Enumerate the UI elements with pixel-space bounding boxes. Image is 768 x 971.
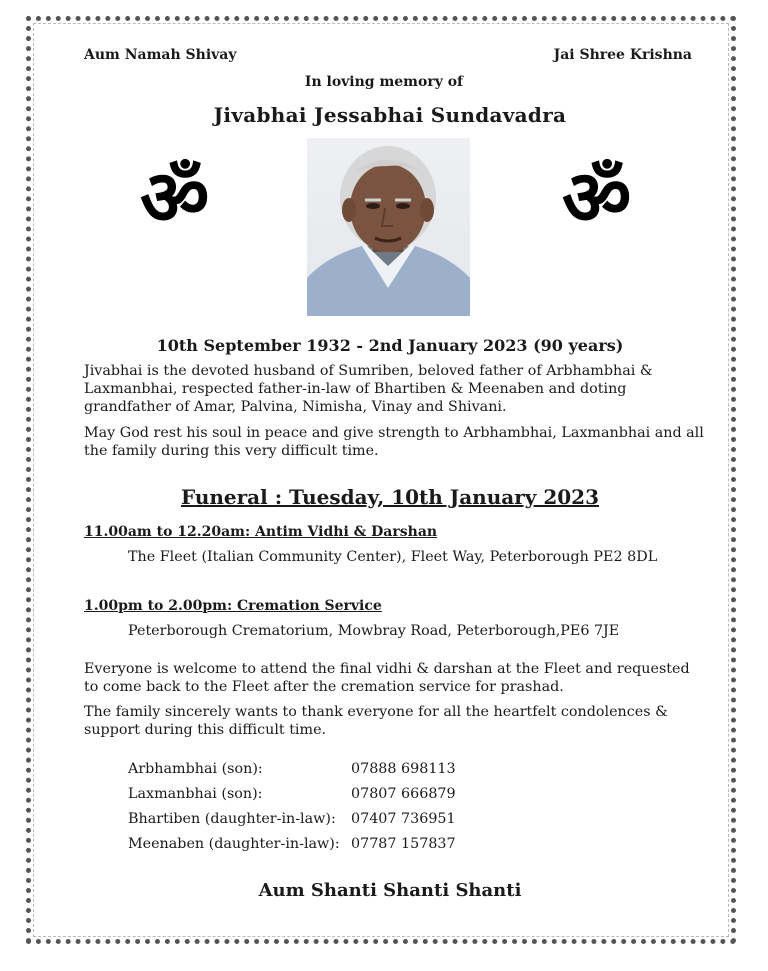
portrait-photo	[307, 138, 470, 316]
contact-phone: 07407 736951	[351, 810, 456, 827]
portrait-illustration	[307, 138, 470, 316]
contact-phone: 07888 698113	[351, 760, 456, 777]
header-right-greeting: Jai Shree Krishna	[553, 47, 692, 63]
contact-name: Arbhambhai (son):	[128, 760, 263, 777]
event-time: 1.00pm to 2.00pm: Cremation Service	[84, 598, 382, 614]
event-time: 11.00am to 12.20am: Antim Vidhi & Darshan	[84, 524, 438, 540]
welcome-paragraph: Everyone is welcome to attend the final vidhi & darshan at the Fleet and requested to come back to the Fleet after the cremation service for prashad.	[84, 661, 690, 695]
event-venue: The Fleet (Italian Community Center), Fleet Way, Peterborough PE2 8DL	[128, 549, 658, 565]
contact-phone: 07807 666879	[351, 785, 456, 802]
contact-name: Bhartiben (daughter-in-law):	[128, 810, 336, 827]
thanks-paragraph: The family sincerely wants to thank everyone for all the heartfelt condolences & support during this difficult time.	[84, 704, 668, 738]
contact-row	[128, 781, 456, 806]
om-icon: ॐ	[562, 153, 632, 242]
contact-name: Meenaben (daughter-in-law):	[128, 835, 340, 852]
header-left-greeting: Aum Namah Shivay	[84, 47, 237, 63]
om-icon: ॐ	[140, 153, 210, 242]
life-dates: 10th September 1932 - 2nd January 2023 (90 years)	[156, 336, 624, 355]
contact-row	[128, 806, 456, 831]
funeral-heading: Funeral : Tuesday, 10th January 2023	[180, 485, 600, 509]
contact-row	[128, 831, 456, 856]
memory-caption: In loving memory of	[304, 74, 464, 90]
deceased-name: Jivabhai Jessabhai Sundavadra	[213, 103, 567, 127]
contact-list	[128, 756, 456, 856]
family-paragraph: Jivabhai is the devoted husband of Sumriben, beloved father of Arbhambhai & Laxmanbhai, respected father-in-law of Bhartiben & Meenaben and doting grandfather of Amar, Palvina, Nimisha, Vinay and Shivani.	[84, 363, 653, 415]
prayer-paragraph: May God rest his soul in peace and give strength to Arbhambhai, Laxmanbhai and all the family during this very difficult time.	[84, 425, 704, 459]
contact-row	[128, 756, 456, 781]
closing-prayer: Aum Shanti Shanti Shanti	[258, 880, 522, 901]
contact-name: Laxmanbhai (son):	[128, 785, 263, 802]
event-venue: Peterborough Crematorium, Mowbray Road, Peterborough,PE6 7JE	[128, 623, 620, 639]
contact-phone: 07787 157837	[351, 835, 456, 852]
